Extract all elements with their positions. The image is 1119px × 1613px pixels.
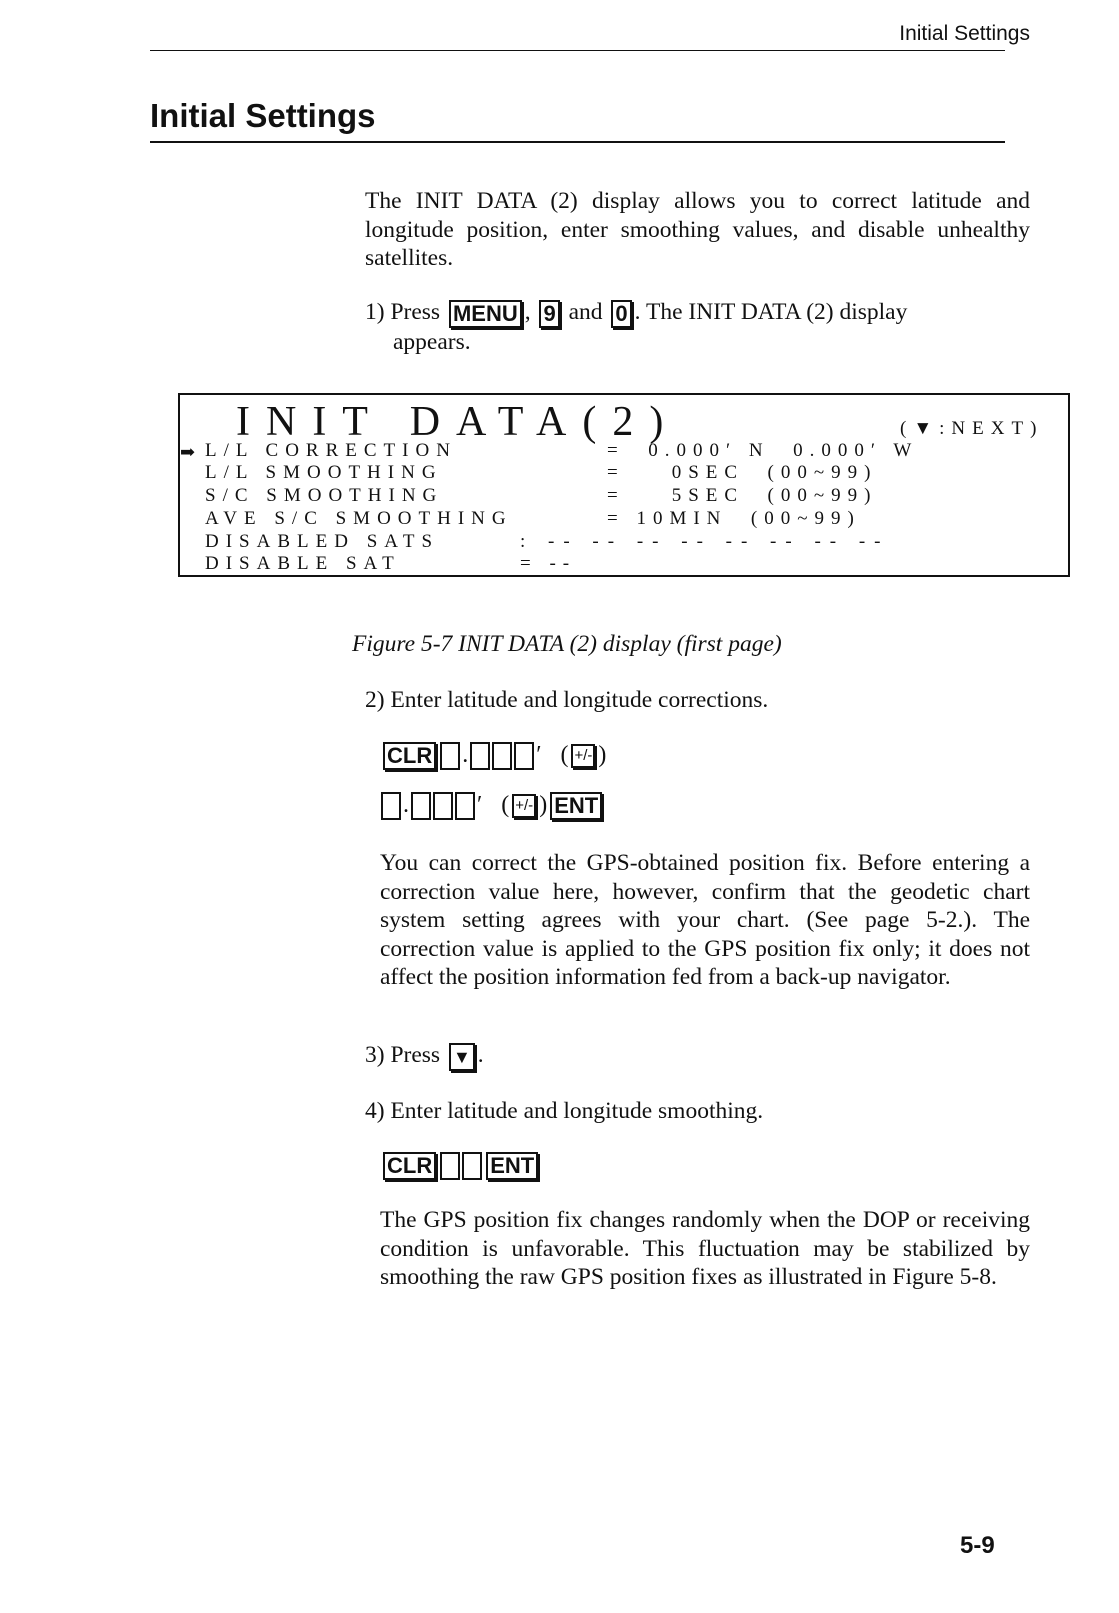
display-row-label: AVE S/C SMOOTHING bbox=[205, 508, 513, 529]
display-row-value: : -- -- -- -- -- -- -- -- bbox=[520, 531, 890, 552]
decimal-point: . bbox=[462, 742, 469, 768]
page-number: 5-9 bbox=[960, 1532, 995, 1559]
display-row-label: S/C SMOOTHING bbox=[205, 485, 444, 506]
display-title: INIT DATA(2) bbox=[236, 399, 680, 445]
display-row-label: L/L CORRECTION bbox=[205, 440, 457, 461]
step-3-text: 3) Press bbox=[365, 1042, 441, 1068]
minute-mark: ′ bbox=[477, 792, 483, 818]
step-3-end: . bbox=[477, 1042, 484, 1068]
ent-key: ENT bbox=[550, 792, 602, 820]
digit-box bbox=[411, 792, 431, 820]
running-header: Initial Settings bbox=[899, 22, 1030, 45]
correction-key-sequence-lon bbox=[380, 790, 605, 820]
clr-key: CLR bbox=[383, 742, 436, 770]
header-rule bbox=[150, 50, 1005, 51]
step-1-and: and bbox=[568, 299, 603, 325]
decimal-point: . bbox=[403, 792, 409, 818]
smoothing-paragraph: The GPS position fix changes randomly when the DOP or receiving condition is unfavorable. This fluctuation may be stabilized by smoothing the raw GPS position fixes as illustrated in Figure 5-8. bbox=[380, 1207, 1030, 1290]
step-1-comma: , bbox=[524, 299, 531, 325]
display-row-value: = 10MIN (00~99) bbox=[607, 508, 861, 529]
display-row-label: L/L SMOOTHING bbox=[205, 462, 443, 483]
figure-caption: Figure 5-7 INIT DATA (2) display (first page) bbox=[352, 631, 782, 657]
step-4-text: 4) Enter latitude and longitude smoothing. bbox=[365, 1098, 764, 1124]
digit-box bbox=[462, 1152, 482, 1180]
key-0: 0 bbox=[611, 300, 631, 328]
step-1-line2: appears. bbox=[393, 328, 471, 355]
cursor-arrow-icon: ➡ bbox=[180, 442, 196, 462]
display-row-value: = -- bbox=[520, 553, 577, 574]
digit-box bbox=[433, 792, 453, 820]
display-row-value: = 0SEC (00~99) bbox=[607, 462, 878, 483]
digit-box bbox=[440, 1152, 460, 1180]
plus-minus-key: +/- bbox=[512, 794, 536, 818]
step-1 bbox=[365, 298, 1030, 356]
clr-key: CLR bbox=[383, 1152, 436, 1180]
close-paren: ) bbox=[539, 792, 548, 818]
correction-key-sequence-lat bbox=[380, 740, 606, 770]
correction-paragraph: You can correct the GPS-obtained position fix. Before entering a correction value here, however, confirm that the geodetic chart system setting agrees with your chart. (See page 5-2.). The correction value is applied to the GPS position fix only; it does not affect the position information fed from a back-up navigator. bbox=[380, 850, 1030, 990]
smoothing-key-sequence bbox=[380, 1150, 541, 1180]
digit-box bbox=[492, 742, 512, 770]
display-row-label: DISABLE SAT bbox=[205, 553, 401, 574]
close-paren: ) bbox=[598, 742, 607, 768]
step-2-text: 2) Enter latitude and longitude corrections. bbox=[365, 687, 769, 713]
digit-box bbox=[381, 792, 401, 820]
digit-box bbox=[455, 792, 475, 820]
open-paren: ( bbox=[501, 792, 510, 818]
display-row-label: DISABLED SATS bbox=[205, 531, 440, 552]
title-rule bbox=[150, 141, 1005, 143]
step-3 bbox=[365, 1041, 1030, 1071]
step-1-press: Press bbox=[390, 299, 441, 325]
menu-key: MENU bbox=[449, 300, 522, 328]
ent-key: ENT bbox=[486, 1152, 538, 1180]
display-row-value: = 0.000′ N 0.000′ W bbox=[607, 440, 919, 461]
digit-box bbox=[470, 742, 490, 770]
section-title: Initial Settings bbox=[150, 97, 376, 134]
minute-mark: ′ bbox=[536, 742, 542, 768]
intro-paragraph: The INIT DATA (2) display allows you to correct latitude and longitude position, enter smoothing values, and disable unhealthy satellites. bbox=[365, 188, 1030, 271]
digit-box bbox=[440, 742, 460, 770]
open-paren: ( bbox=[560, 742, 569, 768]
down-arrow-key-icon: ▼ bbox=[449, 1043, 475, 1071]
plus-minus-key: +/- bbox=[571, 744, 595, 768]
key-9: 9 bbox=[539, 300, 559, 328]
display-row-value: = 5SEC (00~99) bbox=[607, 485, 878, 506]
digit-box bbox=[514, 742, 534, 770]
display-next-hint: (▼:NEXT) bbox=[900, 418, 1044, 439]
step-1-rest: . The INIT DATA (2) display bbox=[634, 299, 908, 325]
step-1-number: 1) bbox=[365, 299, 385, 325]
